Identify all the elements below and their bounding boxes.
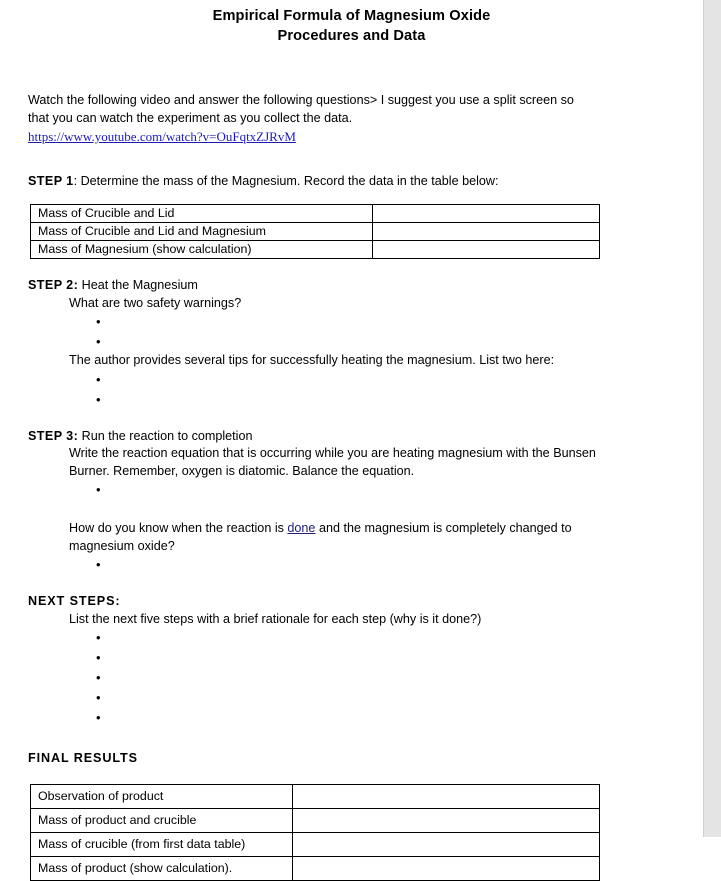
table-cell-value[interactable] — [373, 205, 600, 223]
table-row — [31, 856, 600, 880]
step-3-question — [28, 520, 703, 555]
list-item[interactable] — [28, 332, 703, 352]
next-steps-bullet-list — [28, 628, 703, 728]
title-line-2: Procedures and Data — [277, 28, 426, 44]
table-row — [31, 205, 600, 223]
list-item[interactable] — [28, 668, 703, 688]
intro-paragraph — [0, 46, 703, 147]
table-cell-value[interactable] — [293, 832, 600, 856]
table-cell-label: Mass of product (show calculation). — [31, 856, 293, 880]
table-cell-value[interactable] — [293, 856, 600, 880]
step-2-question-2: The author provides several tips for successfully heating the magnesium. List two here: — [69, 353, 555, 367]
step-3-prompt — [28, 445, 703, 480]
list-item[interactable] — [28, 555, 703, 575]
list-item[interactable] — [28, 648, 703, 668]
table-cell-label: Mass of crucible (from first data table) — [31, 832, 293, 856]
step-3-bullet-list-2 — [28, 555, 703, 575]
step-3-bullet-list-1 — [28, 480, 703, 500]
step-3-question-post: and the magnesium is completely changed to — [315, 521, 572, 535]
list-item[interactable] — [28, 628, 703, 648]
final-results-heading: FINAL RESULTS — [28, 751, 138, 765]
step-1-section — [0, 173, 703, 191]
table-cell-value[interactable] — [373, 223, 600, 241]
step-3-question-emphasis: done — [287, 521, 316, 535]
intro-line-2: that you can watch the experiment as you collect the data. — [28, 110, 353, 125]
list-item[interactable] — [28, 480, 703, 500]
step-2-heading — [28, 277, 703, 295]
table-cell-value[interactable] — [373, 241, 600, 259]
step-1-separator: : — [73, 173, 81, 188]
list-item[interactable] — [28, 312, 703, 332]
step-2-text: Heat the Magnesium — [78, 278, 198, 292]
table-row — [31, 223, 600, 241]
title-line-1: Empirical Formula of Magnesium Oxide — [212, 8, 491, 24]
final-results-table — [30, 784, 600, 881]
table-row — [31, 241, 600, 259]
table-cell-label: Mass of Magnesium (show calculation) — [31, 241, 373, 259]
table-cell-label: Mass of Crucible and Lid — [31, 205, 373, 223]
table-cell-value[interactable] — [293, 808, 600, 832]
list-item[interactable] — [28, 390, 703, 410]
table-row — [31, 808, 600, 832]
table-cell-label: Mass of product and crucible — [31, 808, 293, 832]
table-row — [31, 832, 600, 856]
step-3-heading — [28, 428, 703, 446]
step-3-prompt-line-2: Burner. Remember, oxygen is diatomic. Balance the equation. — [69, 463, 415, 478]
next-steps-heading: NEXT STEPS: — [28, 594, 121, 608]
table-cell-value[interactable] — [293, 784, 600, 808]
next-steps-instruction: List the next five steps with a brief rationale for each step (why is it done?) — [69, 611, 482, 626]
spacer-line — [28, 500, 703, 520]
list-item[interactable] — [28, 708, 703, 728]
step-1-data-table — [30, 204, 600, 259]
step-3-section — [0, 428, 703, 576]
next-steps-section — [0, 611, 703, 729]
list-item[interactable] — [28, 688, 703, 708]
step-3-question-line-2: magnesium oxide? — [69, 538, 175, 553]
table-cell-label: Mass of Crucible and Lid and Magnesium — [31, 223, 373, 241]
list-item[interactable] — [28, 370, 703, 390]
step-3-text: Run the reaction to completion — [78, 428, 253, 443]
step-3-question-pre: How do you know when the reaction is — [69, 521, 288, 535]
intro-line-1: Watch the following video and answer the following questions> I suggest you use a split screen so — [28, 93, 574, 107]
step-3-label: STEP 3: — [28, 428, 79, 443]
step-1-text: Determine the mass of the Magnesium. Record the data in the table below: — [80, 173, 499, 188]
step-1-label: STEP 1 — [28, 173, 74, 188]
step-3-prompt-line-1: Write the reaction equation that is occurring while you are heating magnesium with the Bunsen — [69, 446, 596, 460]
step-2-section — [0, 277, 703, 410]
step-1-heading — [28, 173, 703, 191]
page-right-gutter — [703, 0, 721, 837]
table-cell-label: Observation of product — [31, 784, 293, 808]
step-2-bullet-list-1 — [28, 312, 703, 352]
step-2-bullet-list-2 — [28, 370, 703, 410]
step-2-label: STEP 2: — [28, 278, 79, 292]
video-link[interactable]: https://www.youtube.com/watch?v=OuFqtxZJRvM — [28, 129, 296, 144]
page-title — [0, 0, 703, 46]
step-2-question-1: What are two safety warnings? — [69, 295, 242, 310]
table-row — [31, 784, 600, 808]
